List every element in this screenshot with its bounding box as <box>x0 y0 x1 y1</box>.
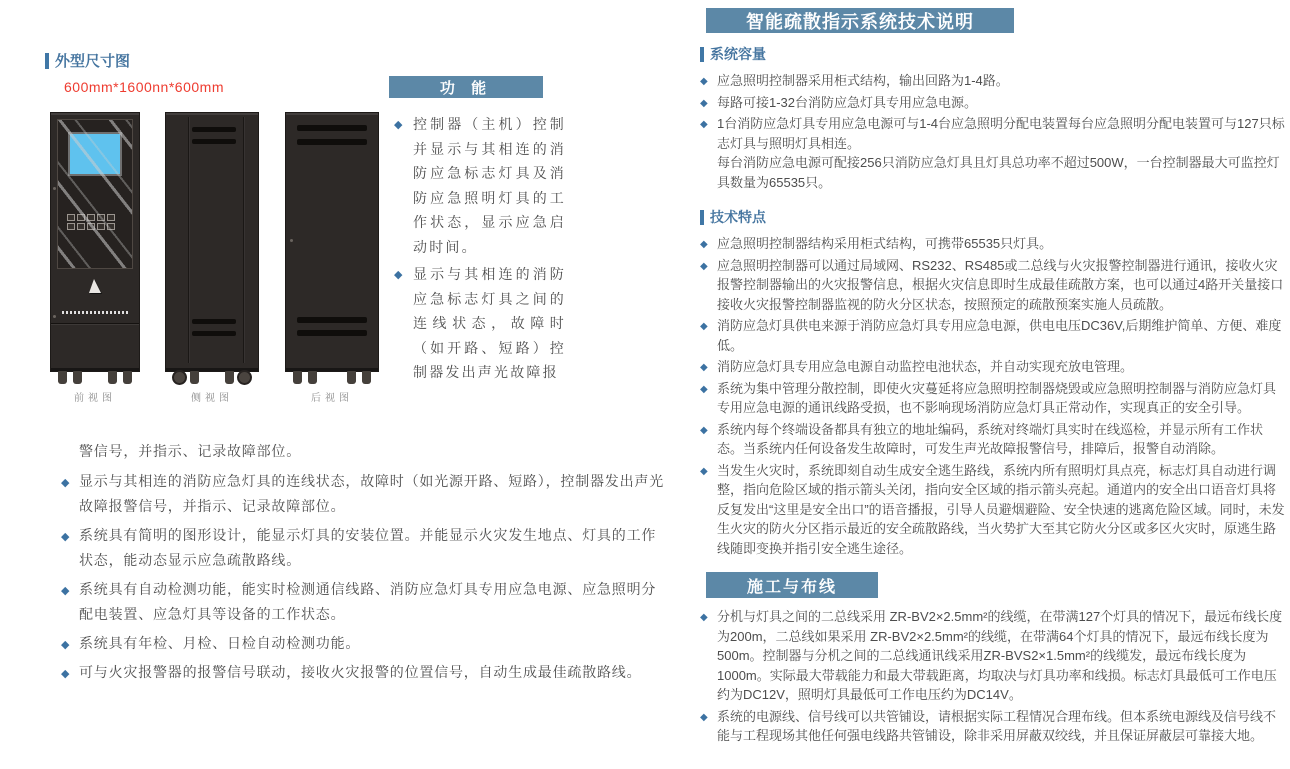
tech-description-column <box>700 8 1288 748</box>
list-item-text: 系统的电源线、信号线可以共管铺设，请根据实际工程情况合理布线。但本系统电源线及信号线不能与工程现场其他任何强电线路共管铺设，除非采用屏蔽双绞线，并且保证屏蔽层可靠接大地。 <box>717 708 1277 743</box>
list-item-text: 消防应急灯具专用应急电源自动监控电池状态，并自动实现充放电管理。 <box>717 359 1134 374</box>
dimension-heading-label: 外型尺寸图 <box>55 53 131 70</box>
bullet-diamond-icon: ◆ <box>700 362 708 373</box>
list-item <box>394 112 566 259</box>
list-item-continuation: 每台消防应急电源可配接256只消防应急灯具且灯具总功率不超过500W，一台控制器最大可监控灯具数量为65535只。 <box>717 155 1280 190</box>
vent-slot <box>297 317 367 323</box>
capacity-heading-label: 系统容量 <box>710 46 766 62</box>
cabinet-foot <box>293 371 302 384</box>
bullet-diamond-icon: ◆ <box>700 119 708 130</box>
vent-slot <box>192 127 236 132</box>
page-title: 智能疏散指示系统技术说明 <box>706 8 1014 33</box>
list-item-text: 系统内每个终端设备都具有独立的地址编码，系统对终端灯具实时在线巡检，并显示所有工作状态。当系统内任何设备发生故障时，可发生声光故障报警信号，排障后，报警自动消除。 <box>717 421 1264 456</box>
control-panel <box>57 119 133 269</box>
list-item <box>700 707 1288 746</box>
list-item-text: 当发生火灾时，系统即刻自动生成安全逃生路线，系统内所有照明灯具点亮，标志灯具自动进行调整，指向危险区域的指示箭头关闭，指向安全区域的指示箭头亮起。通道内的安全出口语音灯具将反复发出“这里是安全出口”的语音播报，引导人员避烟避险、安全快速的逃离危险区域。同时，未发生火灾的防火分区指示最近的安全疏散路线，当火势扩大至其它防火分区或多区火灾时，原逃生路线随即变换并指引安全逃生途径。 <box>717 462 1285 556</box>
cabinet-foot <box>362 371 371 384</box>
vent-slot <box>192 139 236 144</box>
list-item-text: 应急照明控制器可以通过局域网、RS232、RS485或二总线与火灾报警控制器进行通讯，接收火灾报警控制器输出的火灾报警信息，根据火灾信息即时生成最佳疏散方案，也可以通过4路开关量接口接收火灾报警控制器监视的防火分区状态，按照预定的疏散预案实施人员疏散。 <box>717 257 1284 312</box>
bullet-diamond-icon: ◆ <box>61 639 71 651</box>
construction-list <box>700 607 1288 746</box>
bullet-diamond-icon: ◆ <box>700 97 708 109</box>
list-item-text: 系统具有自动检测功能，能实时检测通信线路、消防应急灯具专用应急电源、应急照明分配电装置、应急灯具等设备的工作状态。 <box>79 581 657 622</box>
bullet-diamond-icon: ◆ <box>700 239 708 250</box>
list-item <box>61 660 667 685</box>
list-item-text: 控制器（主机）控制并显示与其相连的消防应急标志灯具及消防应急照明灯具的工作状态，显示应急启动时间。 <box>413 116 566 255</box>
view-label: 侧视图 <box>191 393 233 404</box>
list-item-text: 分机与灯具之间的二总线采用 ZR-BV2×2.5mm²的线缆，在带满127个灯具的情况下，最远布线长度为200m，二总线如果采用 ZR-BV2×2.5mm²的线缆，在带满64个灯具的情况下，最远布线长度为500m。控制器与分机之间的二总线通讯线采用ZR-BVS2×1.5mm²的线缆发，最远布线长度为1000m。实际最大带载能力和最大带载距离，均取决与灯具功率和线损。标志灯具最低可工作电压约为DC12V，照明灯具最低可工作电压约为DC14V。 <box>717 609 1283 702</box>
vent-slot <box>192 331 236 336</box>
list-item <box>700 93 1288 113</box>
hinge-dot <box>53 315 56 318</box>
vent-slot <box>297 139 367 145</box>
list-item-text: 可与火灾报警器的报警信号联动，接收火灾报警的位置信号，自动生成最佳疏散路线。 <box>79 664 642 680</box>
bullet-diamond-icon: ◆ <box>394 269 405 281</box>
bullet-diamond-icon: ◆ <box>700 612 708 623</box>
function-list-narrow <box>394 112 566 388</box>
cabinet-foot <box>190 371 199 384</box>
heading-bar-icon <box>700 210 704 225</box>
list-item <box>700 379 1288 418</box>
list-item-text: 系统为集中管理分散控制，即使火灾蔓延将应急照明控制器烧毁或应急照明控制器与消防应急灯具专用应急电源的通讯线路受损，也不影响现场消防应急灯具正常动作，实现真正的安全引导。 <box>717 380 1277 415</box>
bullet-diamond-icon: ◆ <box>700 76 708 87</box>
list-item <box>700 71 1288 91</box>
cabinet-side-view <box>165 112 259 404</box>
caster-wheel <box>237 370 252 385</box>
list-item <box>700 607 1288 705</box>
bullet-diamond-icon: ◆ <box>700 711 708 723</box>
view-label: 后视图 <box>311 393 353 404</box>
cabinet-foot <box>308 371 317 384</box>
list-item <box>700 420 1288 459</box>
function-panel-title: 功 能 <box>389 76 543 98</box>
features-list <box>700 234 1288 558</box>
bullet-diamond-icon: ◆ <box>61 668 71 680</box>
door-seam <box>51 323 139 324</box>
glass-reflection <box>58 120 132 268</box>
bullet-diamond-icon: ◆ <box>700 383 708 395</box>
dimension-heading <box>45 50 130 71</box>
list-item-text: 每路可接1-32台消防应急灯具专用应急电源。 <box>717 94 978 110</box>
vent-slot <box>192 319 236 324</box>
cabinet-foot <box>225 371 234 384</box>
list-item-text: 应急照明控制器结构采用柜式结构，可携带65535只灯具。 <box>717 236 1053 251</box>
caster-wheel <box>172 370 187 385</box>
list-item <box>394 262 566 385</box>
list-item <box>61 631 667 656</box>
cabinet-foot <box>58 371 67 384</box>
list-item-text: 消防应急灯具供电来源于消防应急灯具专用应急电源，供电电压DC36V,后期维护简单、方便、难度低。 <box>717 318 1282 353</box>
bullet-diamond-icon: ◆ <box>394 119 405 131</box>
capacity-heading <box>700 44 1288 64</box>
hinge-dot <box>53 187 56 190</box>
bullet-diamond-icon: ◆ <box>700 321 708 332</box>
capacity-list <box>700 71 1288 192</box>
list-item <box>61 577 667 627</box>
bullet-diamond-icon: ◆ <box>61 477 71 489</box>
list-item <box>700 316 1288 355</box>
list-item-text: 1台消防应急灯具专用应急电源可与1-4台应急照明分配电装置每台应急照明分配电装置可与127只标志灯具与照明灯具相连。 <box>717 116 1285 151</box>
list-item <box>700 357 1288 377</box>
construction-heading: 施工与布线 <box>706 572 878 598</box>
dimension-value: 600mm*1600nn*600mm <box>64 79 224 95</box>
cabinet-front-view <box>50 112 140 404</box>
cabinet-rear-view <box>285 112 379 404</box>
list-item-text: 系统具有年检、月检、日检自动检测功能。 <box>79 635 361 651</box>
list-item-text: 系统具有简明的图形设计，能显示灯具的安装位置。并能显示火灾发生地点、灯具的工作状态，能动态显示应急疏散路线。 <box>79 527 657 568</box>
heading-bar-icon <box>700 47 704 62</box>
list-item <box>700 461 1288 559</box>
list-item-text: 显示与其相连的消防应急灯具的连线状态，故障时（如光源开路、短路），控制器发出声光故障报警信号，并指示、记录故障部位。 <box>79 473 664 514</box>
cabinet-foot <box>108 371 117 384</box>
vent-slot <box>297 330 367 336</box>
hinge-dot <box>290 239 293 242</box>
function-list-continuation: 警信号，并指示、记录故障部位。 <box>79 443 301 459</box>
list-item <box>700 234 1288 254</box>
bullet-diamond-icon: ◆ <box>61 531 71 543</box>
list-item <box>61 523 667 573</box>
list-item-text: 应急照明控制器采用柜式结构，输出回路为1-4路。 <box>717 73 1009 88</box>
features-heading-label: 技术特点 <box>710 209 766 225</box>
panel-seam <box>243 117 244 363</box>
bullet-diamond-icon: ◆ <box>700 465 708 477</box>
list-item-text: 显示与其相连的消防应急标志灯具之间的连线状态，故障时（如开路、短路）控制器发出声光故障报 <box>413 266 566 380</box>
list-item <box>61 469 667 519</box>
list-item <box>700 114 1288 192</box>
function-list-bottom <box>61 469 667 689</box>
bullet-diamond-icon: ◆ <box>61 585 71 597</box>
vent-slot <box>297 125 367 131</box>
list-item <box>700 256 1288 315</box>
heading-bar-icon <box>45 53 49 69</box>
panel-seam <box>188 117 189 363</box>
cabinet-foot <box>123 371 132 384</box>
bullet-diamond-icon: ◆ <box>700 260 708 272</box>
brand-logo-icon <box>89 279 101 293</box>
view-label: 前视图 <box>74 393 116 404</box>
cabinet-foot <box>347 371 356 384</box>
cabinet-foot <box>73 371 82 384</box>
company-name-microtext <box>62 311 128 314</box>
features-heading <box>700 207 1288 227</box>
bullet-diamond-icon: ◆ <box>700 424 708 436</box>
